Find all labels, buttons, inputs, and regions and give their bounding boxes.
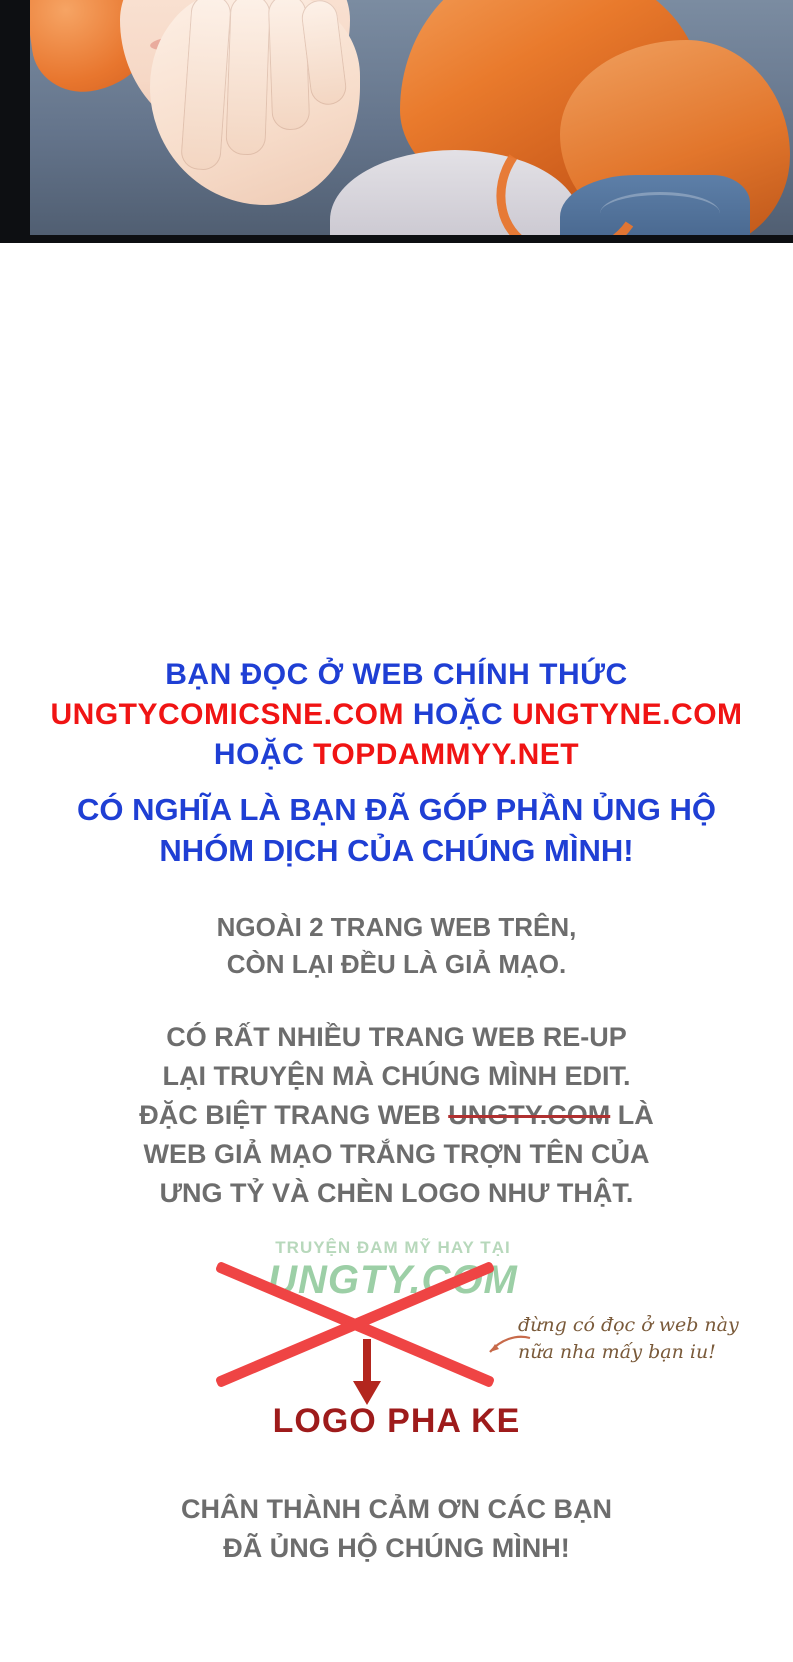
fake-site-struck: UNGTY.COM [448,1100,611,1131]
handwritten-warning-note: đừng có đọc ở web này nữa nha mấy bạn iu! [518,1313,739,1364]
sites-conjunction-2: HOẶC [213,737,305,771]
fake-logo-caption: LOGO PHA KE [272,1401,521,1440]
notice-warning-block [0,909,793,982]
notice-gray2-line4: WEB GIẢ MẠO TRẮNG TRỢN TÊN CỦA [143,1139,650,1170]
notice-support-block [0,789,793,871]
notice-heading-line1: BẠN ĐỌC Ở WEB CHÍNH THỨC [165,658,628,691]
thanks-line2: ĐÃ ỦNG HỘ CHÚNG MÌNH! [223,1532,570,1563]
notice-heading-block [0,655,793,775]
sites-conjunction-1: HOẶC [412,697,504,731]
notice-heading-line3: NHÓM DỊCH CỦA CHÚNG MÌNH! [159,832,634,868]
site-link-1[interactable]: UNGTYCOMICSNE.COM [50,697,404,731]
notice-gray2-line2: LẠI TRUYỆN MÀ CHÚNG MÌNH EDIT. [162,1061,631,1092]
notice-gray2-line3-post: LÀ [617,1100,654,1131]
notice-gray2-line1: CÓ RẤT NHIỀU TRANG WEB RE-UP [166,1021,627,1052]
official-sites-line-2 [0,735,793,775]
official-sites-line [0,695,793,735]
finger-2 [225,0,271,156]
panel-left-border [0,0,30,243]
notice-gray2-line5: ƯNG TỶ VÀ CHÈN LOGO NHƯ THẬT. [159,1178,634,1209]
notice-gray-line1: NGOÀI 2 TRANG WEB TRÊN, [216,912,577,943]
thanks-block [0,1490,793,1568]
scanlation-notice [0,243,793,1568]
comic-panel [0,0,793,243]
panel-bottom-border [0,235,793,243]
notice-gray2-line3 [0,1096,793,1135]
notice-reup-block [0,1018,793,1214]
notice-heading-line2: CÓ NGHĨA LÀ BẠN ĐÃ GÓP PHẦN ỦNG HỘ [77,791,716,827]
site-link-3[interactable]: TOPDAMMYY.NET [313,737,580,771]
fake-logo-tagline: TRUYỆN ĐAM MỸ HAY TẠI [275,1237,511,1257]
fake-logo-wordmark: UNGTY.COM [268,1257,518,1302]
thanks-line1: CHÂN THÀNH CẢM ƠN CÁC BẠN [181,1493,612,1524]
down-arrow-icon [352,1339,382,1405]
notice-gray2-line3-pre: ĐẶC BIỆT TRANG WEB [139,1100,441,1131]
notice-gray-line2: CÒN LẠI ĐỀU LÀ GIẢ MẠO. [226,948,567,979]
site-link-2[interactable]: UNGTYNE.COM [512,697,743,731]
fake-logo-illustration [0,1224,793,1440]
